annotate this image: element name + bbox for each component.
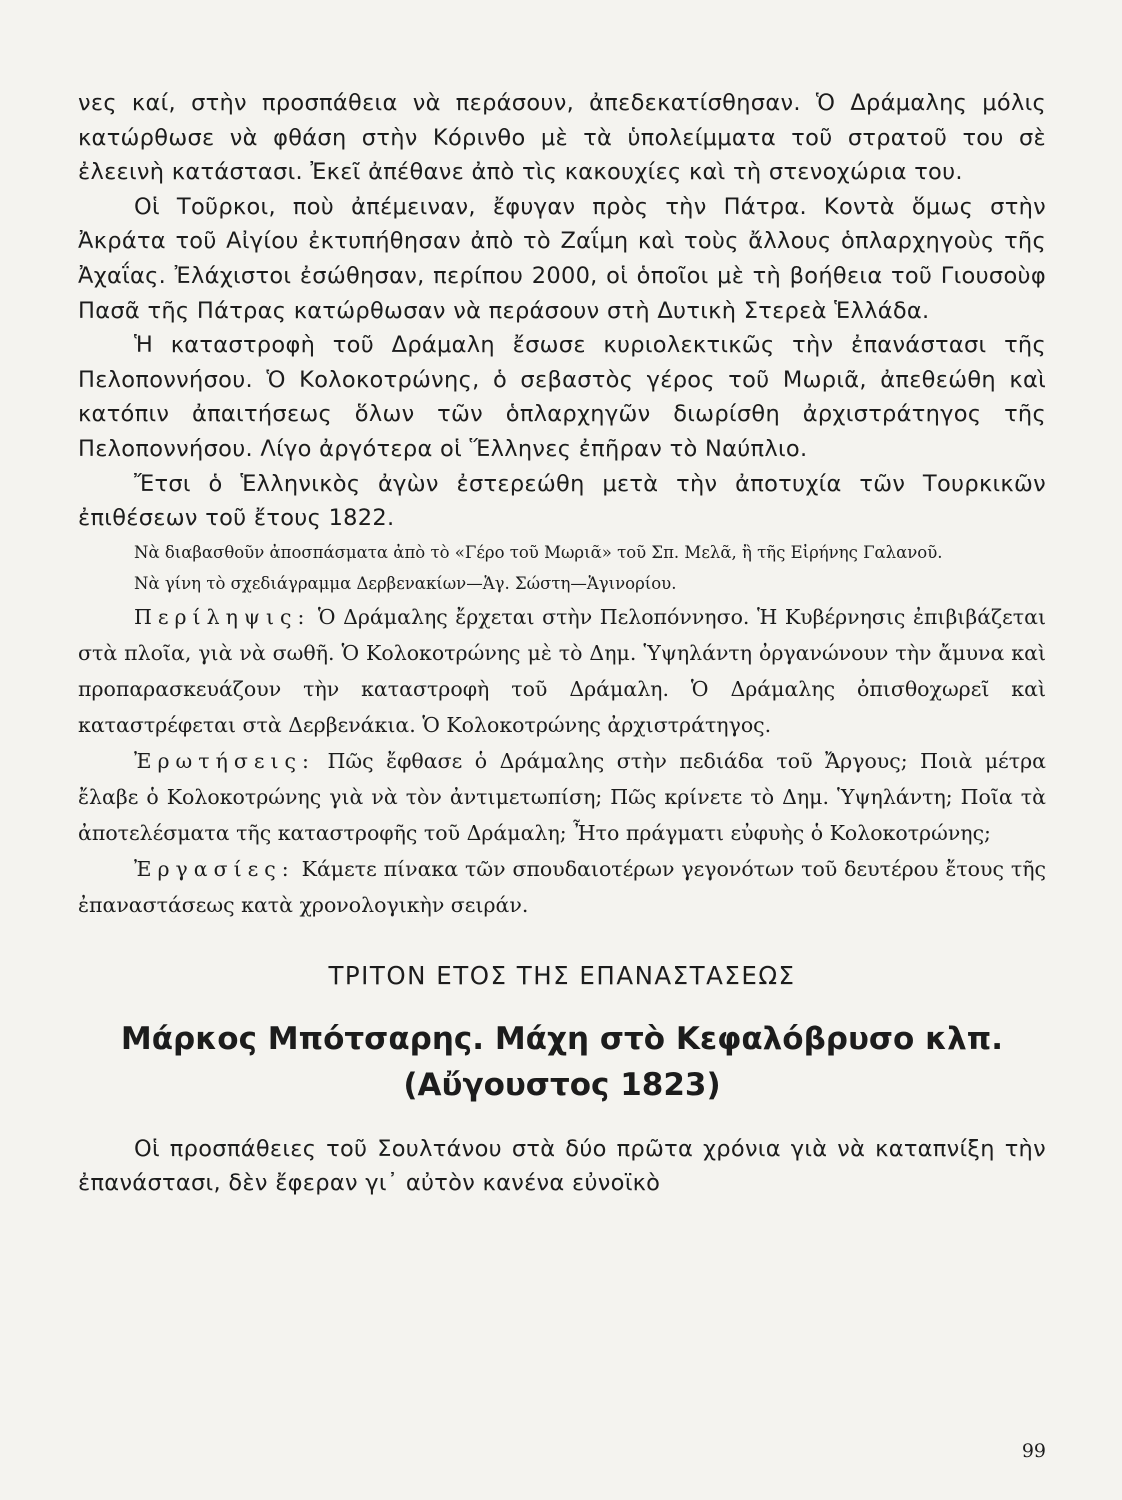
questions-text: Πῶς ἔφθασε ὁ Δράμαλης στὴν πεδιάδα τοῦ Ἄργους; Ποιὰ μέτρα ἔλαβε ὁ Κολοκοτρώνης γιὰ νὰ τὸν ἀντιμετωπίση; Πῶς κρίνετε τὸ Δημ. Ὑψηλάντη; Ποῖα τὰ ἀποτελέσματα τῆς καταστροφῆς τοῦ Δράμαλη; Ἦτο πράγματι εὐφυὴς ὁ Κολοκοτρώνης; bbox=[78, 748, 1046, 845]
page-number: 99 bbox=[1021, 1440, 1046, 1462]
reading-notes bbox=[78, 537, 1046, 599]
main-text bbox=[78, 86, 1046, 536]
final-paragraph: Οἱ προσπάθειες τοῦ Σουλτάνου στὰ δύο πρῶτα χρόνια γιὰ νὰ καταπνίξη τὴν ἐπανάστασι, δὲν ἔφεραν γι᾿ αὐτὸν κανένα εὐνοϊκὸ bbox=[78, 1135, 1046, 1197]
paragraph-3: Ἡ καταστροφὴ τοῦ Δράμαλη ἔσωσε κυριολεκτικῶς τὴν ἐπανάστασι τῆς Πελοποννήσου. Ὁ Κολοκοτρώνης, ὁ σεβαστὸς γέρος τοῦ Μωριᾶ, ἀπεθεώθη καὶ κατόπιν ἀπαιτήσεως ὅλων τῶν ὁπλαρχηγῶν διωρίσθη ἀρχιστράτηγος τῆς Πελοποννήσου. Λίγο ἀργότερα οἱ Ἕλληνες ἐπῆραν τὸ Ναύπλιο. bbox=[78, 332, 1046, 462]
paragraph-4: Ἔτσι ὁ Ἑλληνικὸς ἀγὼν ἐστερεώθη μετὰ τὴν ἀποτυχία τῶν Τουρκικῶν ἐπιθέσεων τοῦ ἔτους 1822. bbox=[78, 470, 1046, 532]
chapter-title-line-1: Μάρκος Μπότσαρης. Μάχη στὸ Κεφαλόβρυσο κλπ. bbox=[120, 1020, 1004, 1057]
questions-label: Ἐρωτήσεις: bbox=[134, 748, 315, 773]
chapter-title bbox=[78, 1016, 1046, 1108]
chapter-title-line-2: (Αὔγουστος 1823) bbox=[403, 1066, 721, 1103]
paragraph-2: Οἱ Τοῦρκοι, ποὺ ἀπέμειναν, ἔφυγαν πρὸς τὴν Πάτρα. Κοντὰ ὅμως στὴν Ἀκράτα τοῦ Αἰγίου ἐκτυπήθησαν ἀπὸ τὸ Ζαΐμη καὶ τοὺς ἄλλους ὁπλαρχηγοὺς τῆς Ἀχαΐας. Ἐλάχιστοι ἐσώθησαν, περίπου 2000, οἱ ὁποῖοι μὲ τὴ βοήθεια τοῦ Γιουσοὺφ Πασᾶ τῆς Πάτρας κατώρθωσαν νὰ περάσουν στὴ Δυτικὴ Στερεὰ Ἑλλάδα. bbox=[78, 193, 1046, 324]
summary-label: Περίληψις: bbox=[134, 604, 311, 629]
section-label: ΤΡΙΤΟΝ ΕΤΟΣ ΤΗΣ ΕΠΑΝΑΣΤΑΣΕΩΣ bbox=[328, 960, 796, 990]
works-text: Κάμετε πίνακα τῶν σπουδαιοτέρων γεγονότων τοῦ δευτέρου ἔτους τῆς ἐπαναστάσεως κατὰ χρονολογικὴν σειράν. bbox=[78, 856, 1046, 917]
page bbox=[78, 86, 1046, 1201]
works-label: Ἐργασίες: bbox=[134, 856, 295, 881]
note-2: Νὰ γίνη τὸ σχεδιάγραμμα Δερβενακίων—Ἁγ. Σώστη—Ἁγινορίου. bbox=[134, 573, 677, 593]
summary bbox=[78, 599, 1046, 743]
summary-text: Ὁ Δράμαλης ἔρχεται στὴν Πελοπόννησο. Ἡ Κυβέρνησις ἐπιβιβάζεται στὰ πλοῖα, γιὰ νὰ σωθῆ. Ὁ Κολοκοτρώνης μὲ τὸ Δημ. Ὑψηλάντη ὀργανώνουν τὴν ἄμυνα καὶ προπαρασκευάζουν τὴν καταστροφὴ τοῦ Δράμαλη. Ὁ Δράμαλης ὀπισθοχωρεῖ καὶ καταστρέφεται στὰ Δερβενάκια. Ὁ Κολοκοτρώνης ἀρχιστράτηγος. bbox=[78, 604, 1046, 737]
exercises bbox=[78, 599, 1046, 923]
works bbox=[78, 851, 1046, 923]
paragraph-1: νες καί, στὴν προσπάθεια νὰ περάσουν, ἀπεδεκατίσθησαν. Ὁ Δράμαλης μόλις κατώρθωσε νὰ φθάση στὴν Κόρινθο μὲ τὰ ὑπολείμματα τοῦ στρατοῦ του σὲ ἐλεεινὴ κατάστασι. Ἐκεῖ ἀπέθανε ἀπὸ τὶς κακουχίες καὶ τὴ στενοχώρια του. bbox=[78, 90, 1046, 186]
questions bbox=[78, 743, 1046, 851]
note-1: Νὰ διαβασθοῦν ἀποσπάσματα ἀπὸ τὸ «Γέρο τοῦ Μωριᾶ» τοῦ Σπ. Μελᾶ, ἢ τῆς Εἰρήνης Γαλανοῦ. bbox=[134, 542, 943, 562]
final-text bbox=[78, 1132, 1046, 1201]
